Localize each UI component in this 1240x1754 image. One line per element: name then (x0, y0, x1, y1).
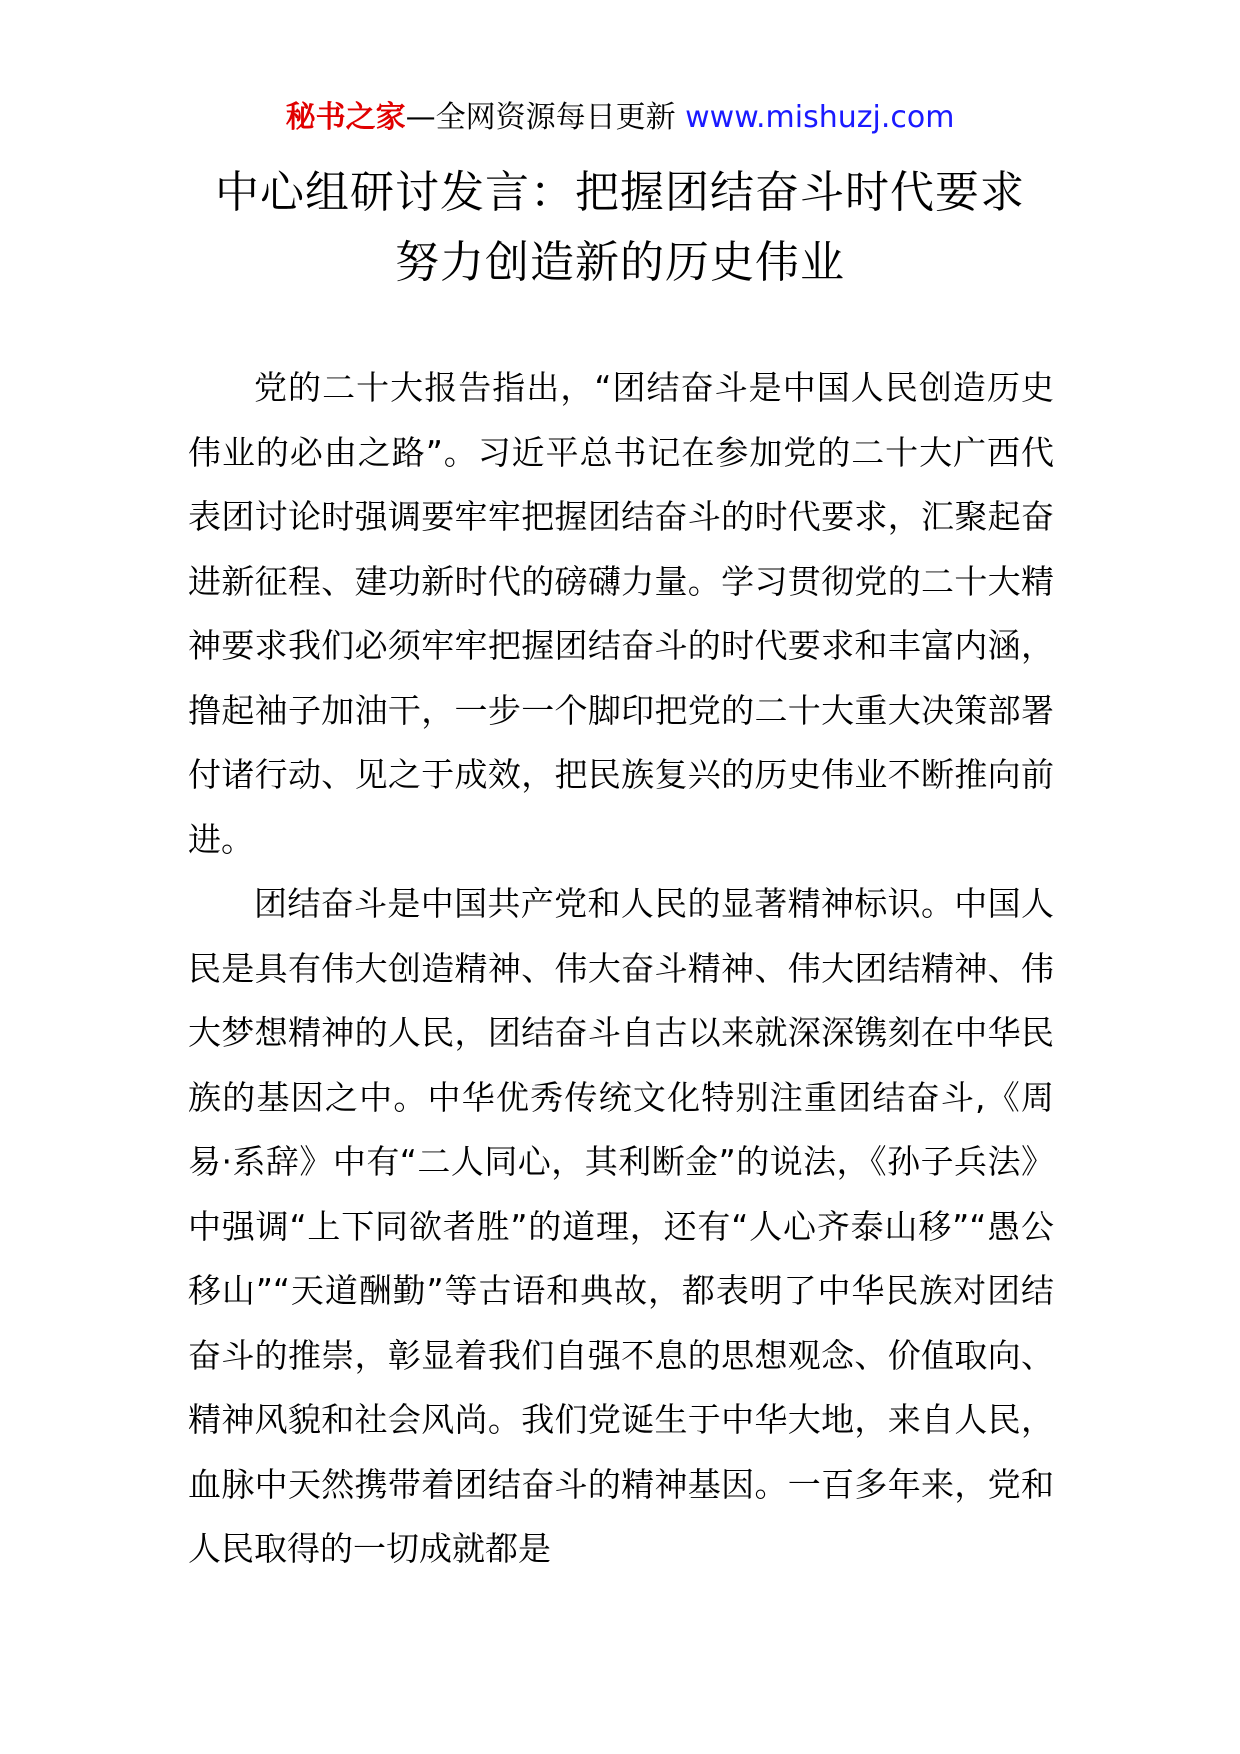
site-url-link[interactable]: www.mishuzj.com (685, 100, 955, 135)
title-line-1: 中心组研讨发言：把握团结奋斗时代要求 (215, 167, 1025, 218)
body-paragraph-2: 团结奋斗是中国共产党和人民的显著精神标识。中国人民是具有伟大创造精神、伟大奋斗精神、伟大团结精神、伟大梦想精神的人民，团结奋斗自古以来就深深镌刻在中华民族的基因之中。中华优秀传统文化特别注重团结奋斗,《周易·系辞》中有“二人同心，其利断金”的说法，《孙子兵法》中强调“上下同欲者胜”的道理，还有“人心齐泰山移”“愚公移山”“天道酬勤”等古语和典故，都表明了中华民族对团结奋斗的推崇，彰显着我们自强不息的思想观念、价值取向、精神风貌和社会风尚。我们党诞生于中华大地，来自人民，血脉中天然携带着团结奋斗的精神基因。一百多年来，党和人民取得的一切成就都是 (188, 884, 1054, 1568)
site-header (0, 98, 1240, 138)
document-body (188, 356, 1054, 1582)
document-title (0, 158, 1240, 298)
body-paragraph-1: 党的二十大报告指出，“团结奋斗是中国人民创造历史伟业的必由之路”。习近平总书记在参加党的二十大广西代表团讨论时强调要牢牢把握团结奋斗的时代要求，汇聚起奋进新征程、建功新时代的磅礴力量。学习贯彻党的二十大精神要求我们必须牢牢把握团结奋斗的时代要求和丰富内涵，撸起袖子加油干，一步一个脚印把党的二十大重大决策部署付诸行动、见之于成效，把民族复兴的历史伟业不断推向前进。 (188, 368, 1054, 859)
site-brand: 秘书之家 (285, 100, 406, 135)
site-slogan: —全网资源每日更新 (405, 100, 686, 135)
title-line-2: 努力创造新的历史伟业 (395, 237, 845, 288)
